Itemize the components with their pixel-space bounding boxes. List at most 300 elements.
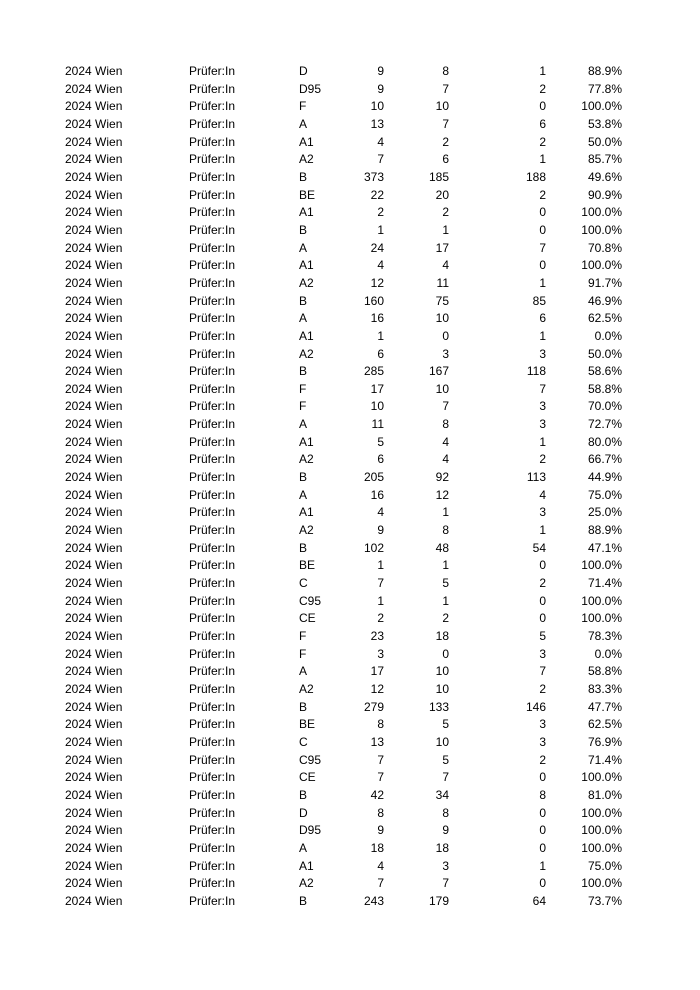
- year-city-cell: 2024 Wien: [65, 381, 123, 396]
- year-city-cell: 2024 Wien: [65, 311, 123, 326]
- passed-count-cell: 10: [435, 99, 449, 114]
- year-city-cell: 2024 Wien: [65, 787, 123, 802]
- role-cell: Prüfer:In: [189, 399, 236, 414]
- total-count-cell: 9: [377, 823, 384, 838]
- pass-rate-cell: 91.7%: [587, 275, 622, 290]
- license-class-cell: A2: [299, 275, 314, 290]
- pass-rate-cell: 47.7%: [587, 699, 622, 714]
- failed-count-cell: 2: [539, 187, 546, 202]
- total-count-cell: 4: [377, 858, 384, 873]
- pass-rate-cell: 53.8%: [587, 116, 622, 131]
- license-class-cell: F: [299, 381, 307, 396]
- total-count-cell: 5: [377, 434, 384, 449]
- table-row: [0, 646, 700, 664]
- passed-count-cell: 7: [442, 81, 449, 96]
- spreadsheet-table: [0, 63, 700, 911]
- role-cell: Prüfer:In: [189, 540, 236, 555]
- pass-rate-cell: 100.0%: [581, 805, 622, 820]
- role-cell: Prüfer:In: [189, 134, 236, 149]
- failed-count-cell: 0: [539, 876, 546, 891]
- license-class-cell: C: [299, 734, 308, 749]
- license-class-cell: A2: [299, 152, 314, 167]
- pass-rate-cell: 49.6%: [587, 169, 622, 184]
- table-row: [0, 610, 700, 628]
- failed-count-cell: 0: [539, 840, 546, 855]
- failed-count-cell: 0: [539, 805, 546, 820]
- failed-count-cell: 3: [539, 417, 546, 432]
- failed-count-cell: 6: [539, 116, 546, 131]
- year-city-cell: 2024 Wien: [65, 858, 123, 873]
- role-cell: Prüfer:In: [189, 734, 236, 749]
- role-cell: Prüfer:In: [189, 487, 236, 502]
- year-city-cell: 2024 Wien: [65, 205, 123, 220]
- pass-rate-cell: 50.0%: [587, 346, 622, 361]
- year-city-cell: 2024 Wien: [65, 434, 123, 449]
- table-row: [0, 752, 700, 770]
- license-class-cell: D95: [299, 81, 322, 96]
- role-cell: Prüfer:In: [189, 99, 236, 114]
- year-city-cell: 2024 Wien: [65, 116, 123, 131]
- role-cell: Prüfer:In: [189, 222, 236, 237]
- total-count-cell: 12: [370, 681, 384, 696]
- license-class-cell: A2: [299, 876, 314, 891]
- role-cell: Prüfer:In: [189, 805, 236, 820]
- table-row: [0, 275, 700, 293]
- license-class-cell: C: [299, 576, 308, 591]
- pass-rate-cell: 62.5%: [587, 311, 622, 326]
- table-row: [0, 363, 700, 381]
- pass-rate-cell: 100.0%: [581, 770, 622, 785]
- total-count-cell: 12: [370, 275, 384, 290]
- passed-count-cell: 10: [435, 681, 449, 696]
- failed-count-cell: 0: [539, 770, 546, 785]
- role-cell: Prüfer:In: [189, 646, 236, 661]
- pass-rate-cell: 70.8%: [587, 240, 622, 255]
- total-count-cell: 285: [363, 364, 384, 379]
- failed-count-cell: 0: [539, 823, 546, 838]
- passed-count-cell: 2: [442, 611, 449, 626]
- table-row: [0, 204, 700, 222]
- total-count-cell: 1: [377, 558, 384, 573]
- failed-count-cell: 4: [539, 487, 546, 502]
- license-class-cell: CE: [299, 770, 316, 785]
- license-class-cell: A2: [299, 523, 314, 538]
- total-count-cell: 6: [377, 346, 384, 361]
- failed-count-cell: 2: [539, 752, 546, 767]
- pass-rate-cell: 76.9%: [587, 734, 622, 749]
- table-row: [0, 81, 700, 99]
- role-cell: Prüfer:In: [189, 876, 236, 891]
- total-count-cell: 1: [377, 222, 384, 237]
- license-class-cell: D: [299, 805, 308, 820]
- failed-count-cell: 1: [539, 434, 546, 449]
- failed-count-cell: 7: [539, 664, 546, 679]
- passed-count-cell: 5: [442, 752, 449, 767]
- year-city-cell: 2024 Wien: [65, 399, 123, 414]
- failed-count-cell: 113: [526, 470, 546, 485]
- role-cell: Prüfer:In: [189, 717, 236, 732]
- role-cell: Prüfer:In: [189, 823, 236, 838]
- license-class-cell: B: [299, 169, 308, 184]
- table-row: [0, 522, 700, 540]
- year-city-cell: 2024 Wien: [65, 734, 123, 749]
- year-city-cell: 2024 Wien: [65, 770, 123, 785]
- year-city-cell: 2024 Wien: [65, 240, 123, 255]
- total-count-cell: 243: [363, 893, 384, 908]
- table-row: [0, 116, 700, 134]
- total-count-cell: 7: [377, 152, 384, 167]
- passed-count-cell: 10: [435, 381, 449, 396]
- failed-count-cell: 1: [539, 858, 546, 873]
- year-city-cell: 2024 Wien: [65, 840, 123, 855]
- year-city-cell: 2024 Wien: [65, 222, 123, 237]
- role-cell: Prüfer:In: [189, 81, 236, 96]
- role-cell: Prüfer:In: [189, 346, 236, 361]
- year-city-cell: 2024 Wien: [65, 152, 123, 167]
- table-row: [0, 434, 700, 452]
- passed-count-cell: 92: [435, 470, 449, 485]
- year-city-cell: 2024 Wien: [65, 99, 123, 114]
- license-class-cell: A: [299, 240, 308, 255]
- pass-rate-cell: 100.0%: [581, 558, 622, 573]
- table-row: [0, 257, 700, 275]
- failed-count-cell: 8: [539, 787, 546, 802]
- passed-count-cell: 18: [435, 629, 449, 643]
- total-count-cell: 24: [370, 240, 384, 255]
- failed-count-cell: 0: [539, 222, 546, 237]
- passed-count-cell: 1: [442, 558, 449, 573]
- pass-rate-cell: 50.0%: [587, 134, 622, 149]
- total-count-cell: 102: [363, 540, 384, 555]
- license-class-cell: F: [299, 629, 307, 643]
- year-city-cell: 2024 Wien: [65, 893, 123, 908]
- license-class-cell: A: [299, 487, 308, 502]
- failed-count-cell: 3: [539, 505, 546, 520]
- year-city-cell: 2024 Wien: [65, 169, 123, 184]
- year-city-cell: 2024 Wien: [65, 417, 123, 432]
- license-class-cell: BE: [299, 187, 316, 202]
- pass-rate-cell: 62.5%: [587, 717, 622, 732]
- passed-count-cell: 34: [435, 787, 449, 802]
- role-cell: Prüfer:In: [189, 770, 236, 785]
- total-count-cell: 1: [377, 328, 384, 343]
- total-count-cell: 17: [370, 664, 384, 679]
- license-class-cell: A: [299, 116, 308, 131]
- table-row: [0, 451, 700, 469]
- pass-rate-cell: 100.0%: [581, 823, 622, 838]
- pass-rate-cell: 58.6%: [587, 364, 622, 379]
- failed-count-cell: 85: [532, 293, 546, 308]
- year-city-cell: 2024 Wien: [65, 523, 123, 538]
- role-cell: Prüfer:In: [189, 840, 236, 855]
- failed-count-cell: 54: [532, 540, 546, 555]
- year-city-cell: 2024 Wien: [65, 576, 123, 591]
- year-city-cell: 2024 Wien: [65, 664, 123, 679]
- total-count-cell: 373: [363, 169, 384, 184]
- total-count-cell: 42: [370, 787, 384, 802]
- role-cell: Prüfer:In: [189, 523, 236, 538]
- total-count-cell: 160: [363, 293, 384, 308]
- year-city-cell: 2024 Wien: [65, 876, 123, 891]
- failed-count-cell: 3: [539, 399, 546, 414]
- role-cell: Prüfer:In: [189, 275, 236, 290]
- pass-rate-cell: 0.0%: [594, 328, 622, 343]
- table-row: [0, 893, 700, 911]
- pass-rate-cell: 81.0%: [587, 787, 622, 802]
- year-city-cell: 2024 Wien: [65, 258, 123, 273]
- failed-count-cell: 0: [539, 205, 546, 220]
- passed-count-cell: 7: [442, 876, 449, 891]
- pass-rate-cell: 25.0%: [587, 505, 622, 520]
- passed-count-cell: 20: [435, 187, 449, 202]
- year-city-cell: 2024 Wien: [65, 328, 123, 343]
- failed-count-cell: 2: [539, 681, 546, 696]
- year-city-cell: 2024 Wien: [65, 187, 123, 202]
- pass-rate-cell: 75.0%: [587, 858, 622, 873]
- year-city-cell: 2024 Wien: [65, 629, 123, 643]
- license-class-cell: B: [299, 540, 308, 555]
- role-cell: Prüfer:In: [189, 787, 236, 802]
- table-row: [0, 469, 700, 487]
- year-city-cell: 2024 Wien: [65, 364, 123, 379]
- passed-count-cell: 3: [442, 858, 449, 873]
- total-count-cell: 7: [377, 576, 384, 591]
- role-cell: Prüfer:In: [189, 611, 236, 626]
- passed-count-cell: 8: [442, 64, 449, 78]
- pass-rate-cell: 47.1%: [587, 540, 622, 555]
- passed-count-cell: 167: [428, 364, 449, 379]
- failed-count-cell: 0: [539, 99, 546, 114]
- pass-rate-cell: 72.7%: [587, 417, 622, 432]
- failed-count-cell: 0: [539, 611, 546, 626]
- year-city-cell: 2024 Wien: [65, 470, 123, 485]
- license-class-cell: C95: [299, 752, 322, 767]
- total-count-cell: 2: [377, 205, 384, 220]
- pass-rate-cell: 71.4%: [587, 576, 622, 591]
- pass-rate-cell: 100.0%: [581, 99, 622, 114]
- license-class-cell: B: [299, 364, 308, 379]
- table-row: [0, 628, 700, 646]
- passed-count-cell: 4: [442, 434, 449, 449]
- role-cell: Prüfer:In: [189, 258, 236, 273]
- role-cell: Prüfer:In: [189, 187, 236, 202]
- license-class-cell: B: [299, 470, 308, 485]
- year-city-cell: 2024 Wien: [65, 81, 123, 96]
- table-row: [0, 293, 700, 311]
- role-cell: Prüfer:In: [189, 699, 236, 714]
- failed-count-cell: 1: [539, 275, 546, 290]
- role-cell: Prüfer:In: [189, 629, 236, 643]
- table-row: [0, 310, 700, 328]
- passed-count-cell: 1: [442, 505, 449, 520]
- failed-count-cell: 3: [539, 734, 546, 749]
- failed-count-cell: 6: [539, 311, 546, 326]
- total-count-cell: 10: [370, 99, 384, 114]
- pass-rate-cell: 71.4%: [587, 752, 622, 767]
- year-city-cell: 2024 Wien: [65, 558, 123, 573]
- passed-count-cell: 10: [435, 734, 449, 749]
- license-class-cell: A1: [299, 505, 314, 520]
- table-row: [0, 540, 700, 558]
- pass-rate-cell: 70.0%: [587, 399, 622, 414]
- total-count-cell: 8: [377, 805, 384, 820]
- table-row: [0, 681, 700, 699]
- pass-rate-cell: 75.0%: [587, 487, 622, 502]
- pass-rate-cell: 78.3%: [587, 629, 622, 643]
- license-class-cell: D: [299, 64, 308, 78]
- total-count-cell: 13: [370, 734, 384, 749]
- table-row: [0, 593, 700, 611]
- total-count-cell: 7: [377, 752, 384, 767]
- passed-count-cell: 48: [435, 540, 449, 555]
- failed-count-cell: 64: [532, 893, 546, 908]
- license-class-cell: A: [299, 311, 308, 326]
- failed-count-cell: 1: [539, 328, 546, 343]
- role-cell: Prüfer:In: [189, 752, 236, 767]
- total-count-cell: 4: [377, 134, 384, 149]
- license-class-cell: D95: [299, 823, 322, 838]
- role-cell: Prüfer:In: [189, 364, 236, 379]
- failed-count-cell: 2: [539, 134, 546, 149]
- table-row: [0, 504, 700, 522]
- pass-rate-cell: 85.7%: [587, 152, 622, 167]
- pass-rate-cell: 73.7%: [587, 893, 622, 908]
- year-city-cell: 2024 Wien: [65, 752, 123, 767]
- failed-count-cell: 3: [539, 646, 546, 661]
- passed-count-cell: 75: [435, 293, 449, 308]
- pass-rate-cell: 100.0%: [581, 840, 622, 855]
- license-class-cell: B: [299, 787, 308, 802]
- total-count-cell: 4: [377, 505, 384, 520]
- total-count-cell: 16: [370, 487, 384, 502]
- pass-rate-cell: 46.9%: [587, 293, 622, 308]
- role-cell: Prüfer:In: [189, 470, 236, 485]
- total-count-cell: 18: [370, 840, 384, 855]
- passed-count-cell: 8: [442, 805, 449, 820]
- year-city-cell: 2024 Wien: [65, 540, 123, 555]
- license-class-cell: B: [299, 893, 308, 908]
- total-count-cell: 9: [377, 81, 384, 96]
- passed-count-cell: 7: [442, 116, 449, 131]
- pass-rate-cell: 88.9%: [587, 523, 622, 538]
- failed-count-cell: 118: [526, 364, 546, 379]
- pass-rate-cell: 100.0%: [581, 222, 622, 237]
- table-row: [0, 98, 700, 116]
- passed-count-cell: 185: [428, 169, 449, 184]
- total-count-cell: 22: [370, 187, 384, 202]
- year-city-cell: 2024 Wien: [65, 611, 123, 626]
- failed-count-cell: 2: [539, 81, 546, 96]
- year-city-cell: 2024 Wien: [65, 487, 123, 502]
- role-cell: Prüfer:In: [189, 381, 236, 396]
- table-row: [0, 398, 700, 416]
- table-row: [0, 222, 700, 240]
- passed-count-cell: 5: [442, 576, 449, 591]
- pass-rate-cell: 0.0%: [594, 646, 622, 661]
- table-row: [0, 858, 700, 876]
- pass-rate-cell: 58.8%: [587, 381, 622, 396]
- failed-count-cell: 2: [539, 452, 546, 467]
- total-count-cell: 3: [377, 646, 384, 661]
- passed-count-cell: 18: [435, 840, 449, 855]
- license-class-cell: A: [299, 417, 308, 432]
- license-class-cell: B: [299, 222, 308, 237]
- license-class-cell: A1: [299, 328, 314, 343]
- passed-count-cell: 12: [435, 487, 449, 502]
- role-cell: Prüfer:In: [189, 681, 236, 696]
- pass-rate-cell: 44.9%: [587, 470, 622, 485]
- passed-count-cell: 9: [442, 823, 449, 838]
- passed-count-cell: 4: [442, 452, 449, 467]
- license-class-cell: A2: [299, 346, 314, 361]
- failed-count-cell: 146: [525, 699, 546, 714]
- table-row: [0, 787, 700, 805]
- role-cell: Prüfer:In: [189, 311, 236, 326]
- passed-count-cell: 179: [428, 893, 449, 908]
- pass-rate-cell: 88.9%: [587, 64, 622, 78]
- license-class-cell: A2: [299, 452, 314, 467]
- license-class-cell: BE: [299, 717, 316, 732]
- failed-count-cell: 7: [539, 381, 546, 396]
- failed-count-cell: 0: [539, 258, 546, 273]
- failed-count-cell: 0: [539, 558, 546, 573]
- role-cell: Prüfer:In: [189, 169, 236, 184]
- role-cell: Prüfer:In: [189, 858, 236, 873]
- table-row: [0, 134, 700, 152]
- total-count-cell: 4: [377, 258, 384, 273]
- year-city-cell: 2024 Wien: [65, 646, 123, 661]
- year-city-cell: 2024 Wien: [65, 805, 123, 820]
- table-row: [0, 187, 700, 205]
- total-count-cell: 13: [370, 116, 384, 131]
- passed-count-cell: 8: [442, 523, 449, 538]
- total-count-cell: 8: [377, 717, 384, 732]
- role-cell: Prüfer:In: [189, 558, 236, 573]
- failed-count-cell: 1: [539, 523, 546, 538]
- role-cell: Prüfer:In: [189, 452, 236, 467]
- passed-count-cell: 0: [442, 328, 449, 343]
- failed-count-cell: 1: [539, 64, 546, 78]
- year-city-cell: 2024 Wien: [65, 681, 123, 696]
- table-row: [0, 716, 700, 734]
- year-city-cell: 2024 Wien: [65, 293, 123, 308]
- total-count-cell: 1: [377, 593, 384, 608]
- passed-count-cell: 17: [435, 240, 449, 255]
- table-row: [0, 63, 700, 81]
- failed-count-cell: 188: [525, 169, 546, 184]
- table-row: [0, 381, 700, 399]
- passed-count-cell: 11: [436, 275, 449, 290]
- failed-count-cell: 3: [539, 717, 546, 732]
- role-cell: Prüfer:In: [189, 505, 236, 520]
- passed-count-cell: 0: [442, 646, 449, 661]
- failed-count-cell: 1: [539, 152, 546, 167]
- table-row: [0, 240, 700, 258]
- pass-rate-cell: 100.0%: [581, 876, 622, 891]
- table-row: [0, 328, 700, 346]
- table-row: [0, 769, 700, 787]
- table-row: [0, 663, 700, 681]
- role-cell: Prüfer:In: [189, 205, 236, 220]
- role-cell: Prüfer:In: [189, 417, 236, 432]
- passed-count-cell: 4: [442, 258, 449, 273]
- role-cell: Prüfer:In: [189, 593, 236, 608]
- role-cell: Prüfer:In: [189, 576, 236, 591]
- year-city-cell: 2024 Wien: [65, 717, 123, 732]
- table-row: [0, 822, 700, 840]
- table-row: [0, 557, 700, 575]
- role-cell: Prüfer:In: [189, 152, 236, 167]
